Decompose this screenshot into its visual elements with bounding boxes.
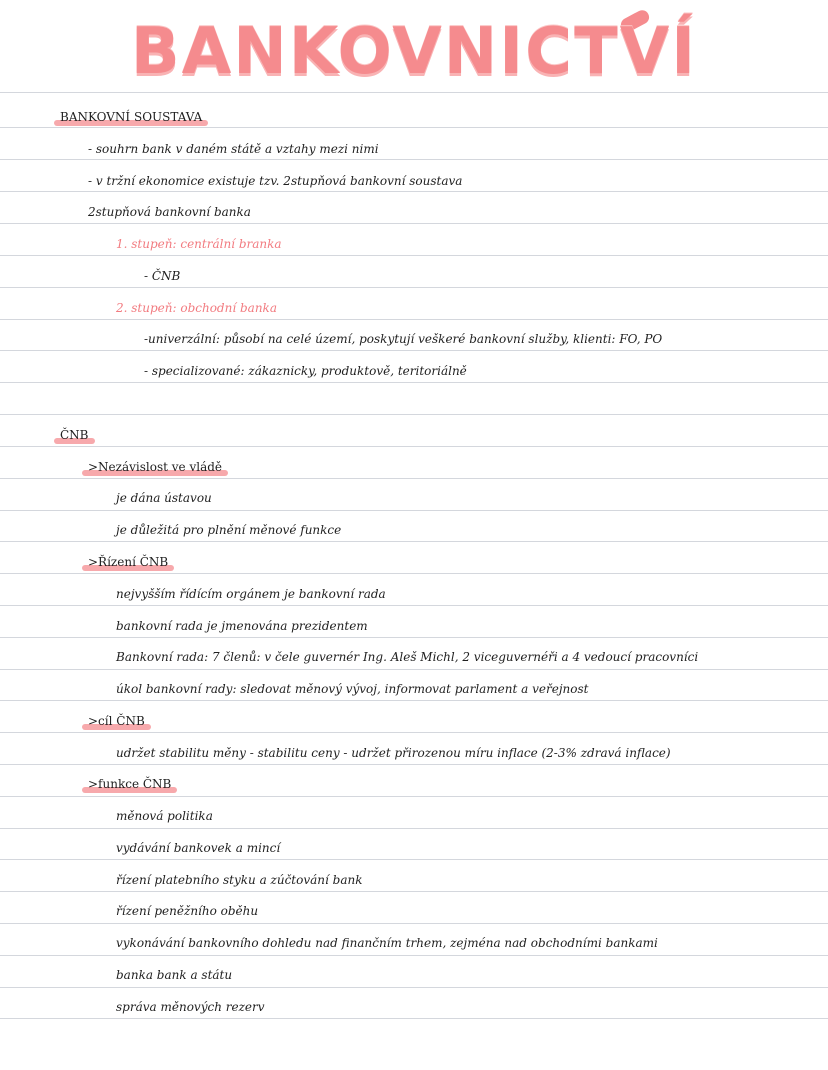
list-item: měnová politika: [116, 809, 213, 823]
list-item: - ČNB: [144, 269, 181, 283]
list-item: řízení platebního styku a zúčtování bank: [116, 873, 363, 887]
section-heading-bankovni-soustava: BANKOVNÍ SOUSTAVA: [60, 106, 202, 128]
subsection-heading-funkce: >funkce ČNB: [88, 773, 171, 795]
list-item: je dána ústavou: [116, 491, 212, 505]
subsection-heading-rizeni: >Řízení ČNB: [88, 551, 168, 573]
list-item: Bankovní rada: 7 členů: v čele guvernér Ing. Aleš Michl, 2 viceguvernéři a 4 vedoucí pracovníci: [116, 650, 699, 664]
list-item: vydávání bankovek a mincí: [116, 841, 281, 855]
list-item: bankovní rada je jmenována prezidentem: [116, 619, 368, 633]
list-item: řízení peněžního oběhu: [116, 904, 259, 918]
list-item: správa měnových rezerv: [116, 1000, 265, 1014]
list-item-stage-2: 2. stupeň: obchodní banka: [116, 301, 277, 315]
list-item: úkol bankovní rady: sledovat měnový vývoj, informovat parlament a veřejnost: [116, 682, 589, 696]
subsection-heading-cil: >cíl ČNB: [88, 710, 145, 732]
subsection-heading-nezavislost: >Nezávislost ve vládě: [88, 456, 222, 478]
list-item: - v tržní ekonomice existuje tzv. 2stupňová bankovní soustava: [88, 174, 463, 188]
list-item: vykonávání bankovního dohledu nad finančním trhem, zejména nad obchodními bankami: [116, 936, 658, 950]
list-item: - specializované: zákaznicky, produktově, teritoriálně: [144, 364, 467, 378]
list-item: 2stupňová bankovní banka: [88, 205, 251, 219]
list-item-stage-1: 1. stupeň: centrální branka: [116, 237, 282, 251]
list-item: -univerzální: působí na celé území, poskytují veškeré bankovní služby, klienti: FO, PO: [144, 332, 663, 346]
list-item: nejvyšším řídícím orgánem je bankovní rada: [116, 587, 386, 601]
list-item: udržet stabilitu měny - stabilitu ceny - udržet přirozenou míru inflace (2-3% zdravá inflace): [116, 746, 671, 760]
section-heading-cnb: ČNB: [60, 424, 89, 446]
page-title: BANKOVNICTVÍ: [130, 15, 698, 89]
list-item: - souhrn bank v daném státě a vztahy mezi nimi: [88, 142, 379, 156]
list-item: je důležitá pro plnění měnové funkce: [116, 523, 342, 537]
list-item: banka bank a státu: [116, 968, 233, 982]
